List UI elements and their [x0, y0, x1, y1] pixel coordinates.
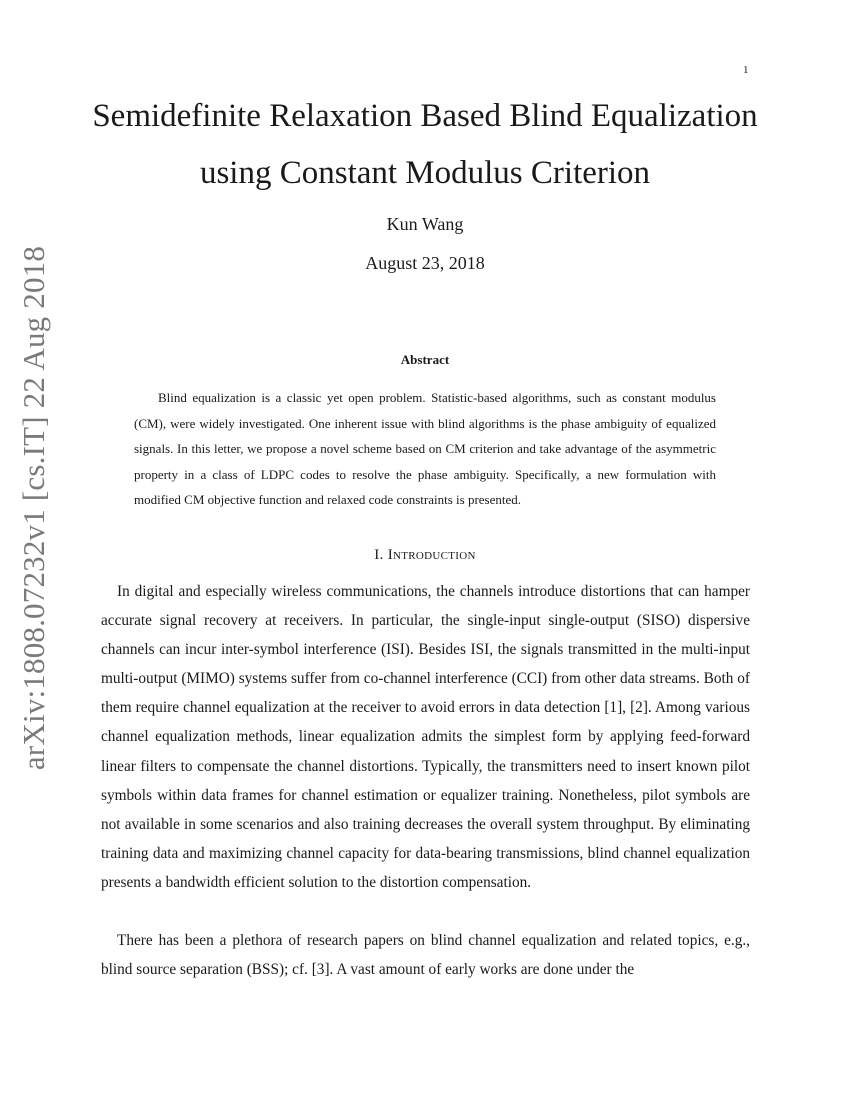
section-heading	[60, 547, 790, 564]
paper-title: Semidefinite Relaxation Based Blind Equalization using Constant Modulus Criterion	[92, 98, 758, 191]
abstract-heading: Abstract	[400, 352, 450, 367]
arxiv-identifier: arXiv:1808.07232v1 [cs.IT] 22 Aug 2018	[16, 245, 51, 771]
section-number: I.	[374, 547, 384, 563]
arxiv-side-stamp	[0, 0, 60, 1100]
page-number: 1	[743, 64, 749, 76]
paper-date: August 23, 2018	[365, 253, 485, 273]
section-title: Introduction	[387, 547, 476, 563]
abstract-body: Blind equalization is a classic yet open problem. Statistic-based algorithms, such as constant modulus (CM), were widely investigated. One inherent issue with blind algorithms is the phase ambiguity of equalized signals. In this letter, we propose a novel scheme based on CM criterion and take advantage of the asymmetric property in a class of LDPC codes to resolve the phase ambiguity. Specifically, a new formulation with modified CM objective function and relaxed code constraints is presented.	[134, 390, 716, 508]
body-paragraph: There has been a plethora of research papers on blind channel equalization and related topics, e.g., blind source separation (BSS); cf. [3]. A vast amount of early works are done under the	[101, 932, 750, 979]
body-paragraph: In digital and especially wireless communications, the channels introduce distortions that can hamper accurate signal recovery at receivers. In particular, the single-input single-output (SISO) dispersive channels can incur inter-symbol interference (ISI). Besides ISI, the signals transmitted in the multi-input multi-output (MIMO) systems suffer from co-channel interference (CCI) from other data streams. Both of them require channel equalization at the receiver to avoid errors in data detection [1], [2]. Among various channel equalization methods, linear equalization admits the simplest form by applying feed-forward linear filters to compensate the channel distortions. Typically, the transmitters need to insert known pilot symbols within data frames for channel estimation or equalizer training. Nonetheless, pilot symbols are not available in some scenarios and also training decreases the overall system throughput. By eliminating training data and maximizing channel capacity for data-bearing transmissions, blind channel equalization presents a bandwidth efficient solution to the distortion compensation.	[101, 583, 750, 891]
author-name: Kun Wang	[386, 214, 464, 234]
